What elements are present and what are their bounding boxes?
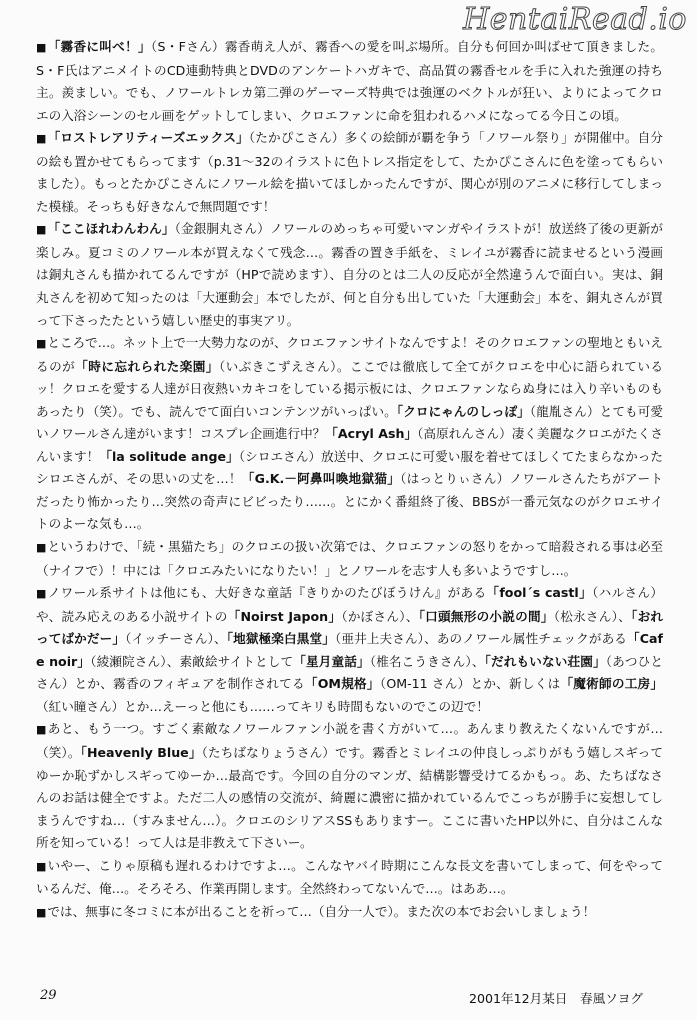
site-title: 「おれってばかだー」 (36, 608, 664, 647)
paragraph-text: （OM-11 さん）とか、新しくは (379, 676, 561, 692)
site-title: 「Cafe noir」 (36, 631, 663, 669)
paragraph-text: （高原れんさん）凄く美麗なクロエがたくさんいます！ (36, 426, 664, 464)
paragraph (36, 36, 663, 127)
paragraph-text: （はっとりぃさん）ノワールさんたちがアートだったり怖かったり…突然の奇声にビビったり……。とにかく番組終了後、BBSが一番元気なのがクロエサイトのよーな気も…。 (36, 471, 663, 532)
paragraph (36, 718, 663, 854)
site-title: 「クロにゃんのしっぽ」 (396, 403, 530, 419)
paragraph-text: （ハルさん）や、読み応えのある小説サイトの (36, 585, 663, 624)
paragraph-text: ところで…。ネット上で一大勢力なのが、クロエファンサイトなんですよ！そのクロエファンの聖地ともいえるのが (36, 335, 663, 374)
site-title: 「霧香に叫べ！」 (47, 39, 151, 54)
site-title: 「星月童話」 (293, 653, 370, 669)
paragraph (36, 582, 663, 718)
site-title: 「口頭無形の小説の間」 (418, 608, 554, 624)
bullet-marker: ■ (36, 905, 47, 919)
site-title: 「Acryl Ash」 (325, 426, 418, 442)
paragraph-text: （イッチーさん）、 (125, 631, 227, 647)
paragraph-text: （松永さん）、 (553, 608, 632, 624)
paragraph-text: ノワール系サイトは他にも、大好きな童話『きりかのたびぼうけん』がある (47, 585, 487, 601)
bullet-marker: ■ (36, 223, 47, 237)
article-body (36, 36, 663, 924)
paragraph (36, 218, 663, 332)
paragraph-text: （亜井上夫さん）、あのノワール属性チェックがある (334, 631, 628, 647)
paragraph-text: というわけで、「続・黒猫たち」のクロエの扱い次第では、クロエファンの怒りをかって暗殺される事は必至（ナイフで）！中には「クロエみたいになりたい！」とノワールを志す人も多いようですし…。 (36, 539, 663, 578)
paragraph-text: （S・Fさん）霧香萌え人が、霧香への愛を叫ぶ場所。自分も何回か叫ばせて頂きました。S・F氏はアニメイトのCD連動特典とDVDのアンケートハガキで、高品質の霧香セルを手に入れた強運の持ち主。羨ましい。でも、ノワールトレカ第二弾のゲーマーズ特典では強運のベクトルが狂い、よりによってクロエの入浴シーンのセル画をゲットしてしまい、クロエファンに命を狙われるハメになってる今日この頃。 (36, 39, 663, 123)
site-title: 「魔術師の工房」 (560, 676, 663, 692)
paragraph-text: （いぶきこずえさん）。ここでは徹底して全てがクロエを中心に語られているッ！クロエを愛する人達が日夜熱いカキコをしている掲示板には、クロエファンならぬ身には入り辛いものもあったり（笑）。でも、読んでて面白いコンテンツがいっぱい。 (36, 358, 663, 419)
paragraph-text: あと、もう一つ。すごく素敵なノワールファン小説を書く方がいて…。あんまり教えたくないんですが…（笑）。 (36, 721, 663, 760)
paragraph-text: （金銀胴丸さん）ノワールのめっちゃ可愛いマンガやイラストが！放送終了後の更新が楽しみ。夏コミのノワール本が買えなくて残念…。霧香の置き手紙を、ミレイユが霧香に読ませるという漫画は銅丸さんも描かれてるんですが（HPで読めます）、自分のとは二人の反応が全然違うんで面白い。実は、銅丸さんを初めて知ったのは「大運動会」本でしたが、何と自分も出していた「大運動会」本を、銅丸さんが買って下さったたという嬉しい歴史的事実アリ。 (36, 221, 663, 328)
paragraph-text: （たかぴこさん）多くの絵師が覇を争う「ノワール祭り」が開催中。自分の絵も置かせてもらってます（p.31〜32のイラストに色トレス指定をして、たかぴこさんに色を塗ってもらいました）。もっとたかぴこさんにノワール絵を描いてほしかったんですが、関心が別のアニメに移行してしまった模様。そっちも好きなんで無問題です！ (36, 130, 663, 214)
paragraph-text: （シロエさん）放送中、クロエに可愛い服を着せてほしくてたまらなかったシロエさんが、その思いの丈を…！ (36, 448, 663, 487)
site-title: 「だれもいない荘園」 (484, 653, 606, 669)
site-title: 「ロストレアリティーズエックス」 (47, 130, 249, 146)
paragraph-text: （紅い瞳さん）とか…えーっと他にも……ってキリも時間もないのでこの辺で！ (36, 698, 489, 714)
site-title: 「地獄極楽白黒堂」 (226, 631, 335, 647)
paragraph-text: （龍胤さん）とても可愛いノワールさん達がいます！コスプレ企画進行中？ (36, 403, 663, 442)
paragraph (36, 855, 663, 901)
site-title: 「Noirst Japon」 (227, 608, 342, 624)
site-title: 「Heavenly Blue」 (80, 744, 202, 760)
paragraph (36, 536, 663, 582)
watermark: HentaiRead.io (463, 2, 687, 37)
paragraph-text: （あつひとさん）とか、霧香のフィギュアを制作されてる (36, 653, 664, 692)
page-number: 29 (40, 988, 57, 1003)
paragraph-text: では、無事に冬コミに本が出ることを祈って…（自分一人で）。また次の本でお会いしましょう！ (47, 903, 596, 919)
bullet-marker: ■ (36, 859, 47, 873)
bullet-marker: ■ (36, 587, 47, 601)
paragraph-text: （かぼさん）、 (341, 608, 419, 624)
bullet-marker: ■ (36, 337, 47, 351)
site-title: 「OM規格」 (304, 676, 380, 692)
paragraph (36, 901, 663, 925)
paragraph-text: （綾瀬院さん）、素敵絵サイトとして (90, 653, 294, 669)
site-title: 「ここほれわんわん」 (47, 221, 175, 237)
site-title: 「fool´s castl」 (486, 585, 593, 601)
bullet-marker: ■ (36, 41, 47, 54)
paragraph-text: （椎名こうきさん）、 (369, 653, 485, 669)
paragraph (36, 127, 663, 218)
bullet-marker: ■ (36, 132, 47, 146)
paragraph (36, 332, 663, 536)
bullet-marker: ■ (36, 541, 47, 555)
site-title: 「時に忘れられた楽園」 (75, 358, 219, 374)
site-title: 「G.K.－阿鼻叫喚地獄猫」 (241, 471, 401, 487)
paragraph-text: いやー、こりゃ原稿も遅れるわけですよ…。こんなヤバイ時期にこんな長文を書いてしまって、何をやっているんだ、俺…。そろそろ、作業再開します。全然終わってないんで…。はああ…。 (36, 857, 663, 897)
author-signature: 2001年12月某日 春風ソヨグ (468, 991, 643, 1006)
site-title: 「la solitude ange」 (99, 448, 239, 464)
paragraph-text: （たちばなりょうさん）です。霧香とミレイユの仲良しっぷりがもう嬉しスギってゆーか恥ずかしスギってゆーか…最高です。今回の自分のマンガ、結構影響受けてるかもっ。あ、たちばなさんのお話は健全ですよ。ただ二人の感情の交流が、綺麗に濃密に描かれているんでこっちが勝手に妄想してしまうんですね…（すみません…）。クロエのシリアスSSもありますー。ここに書いたHP以外に、自分はこんな所を知っている！って人は是非教えて下さいー。 (36, 744, 663, 851)
bullet-marker: ■ (36, 723, 47, 737)
